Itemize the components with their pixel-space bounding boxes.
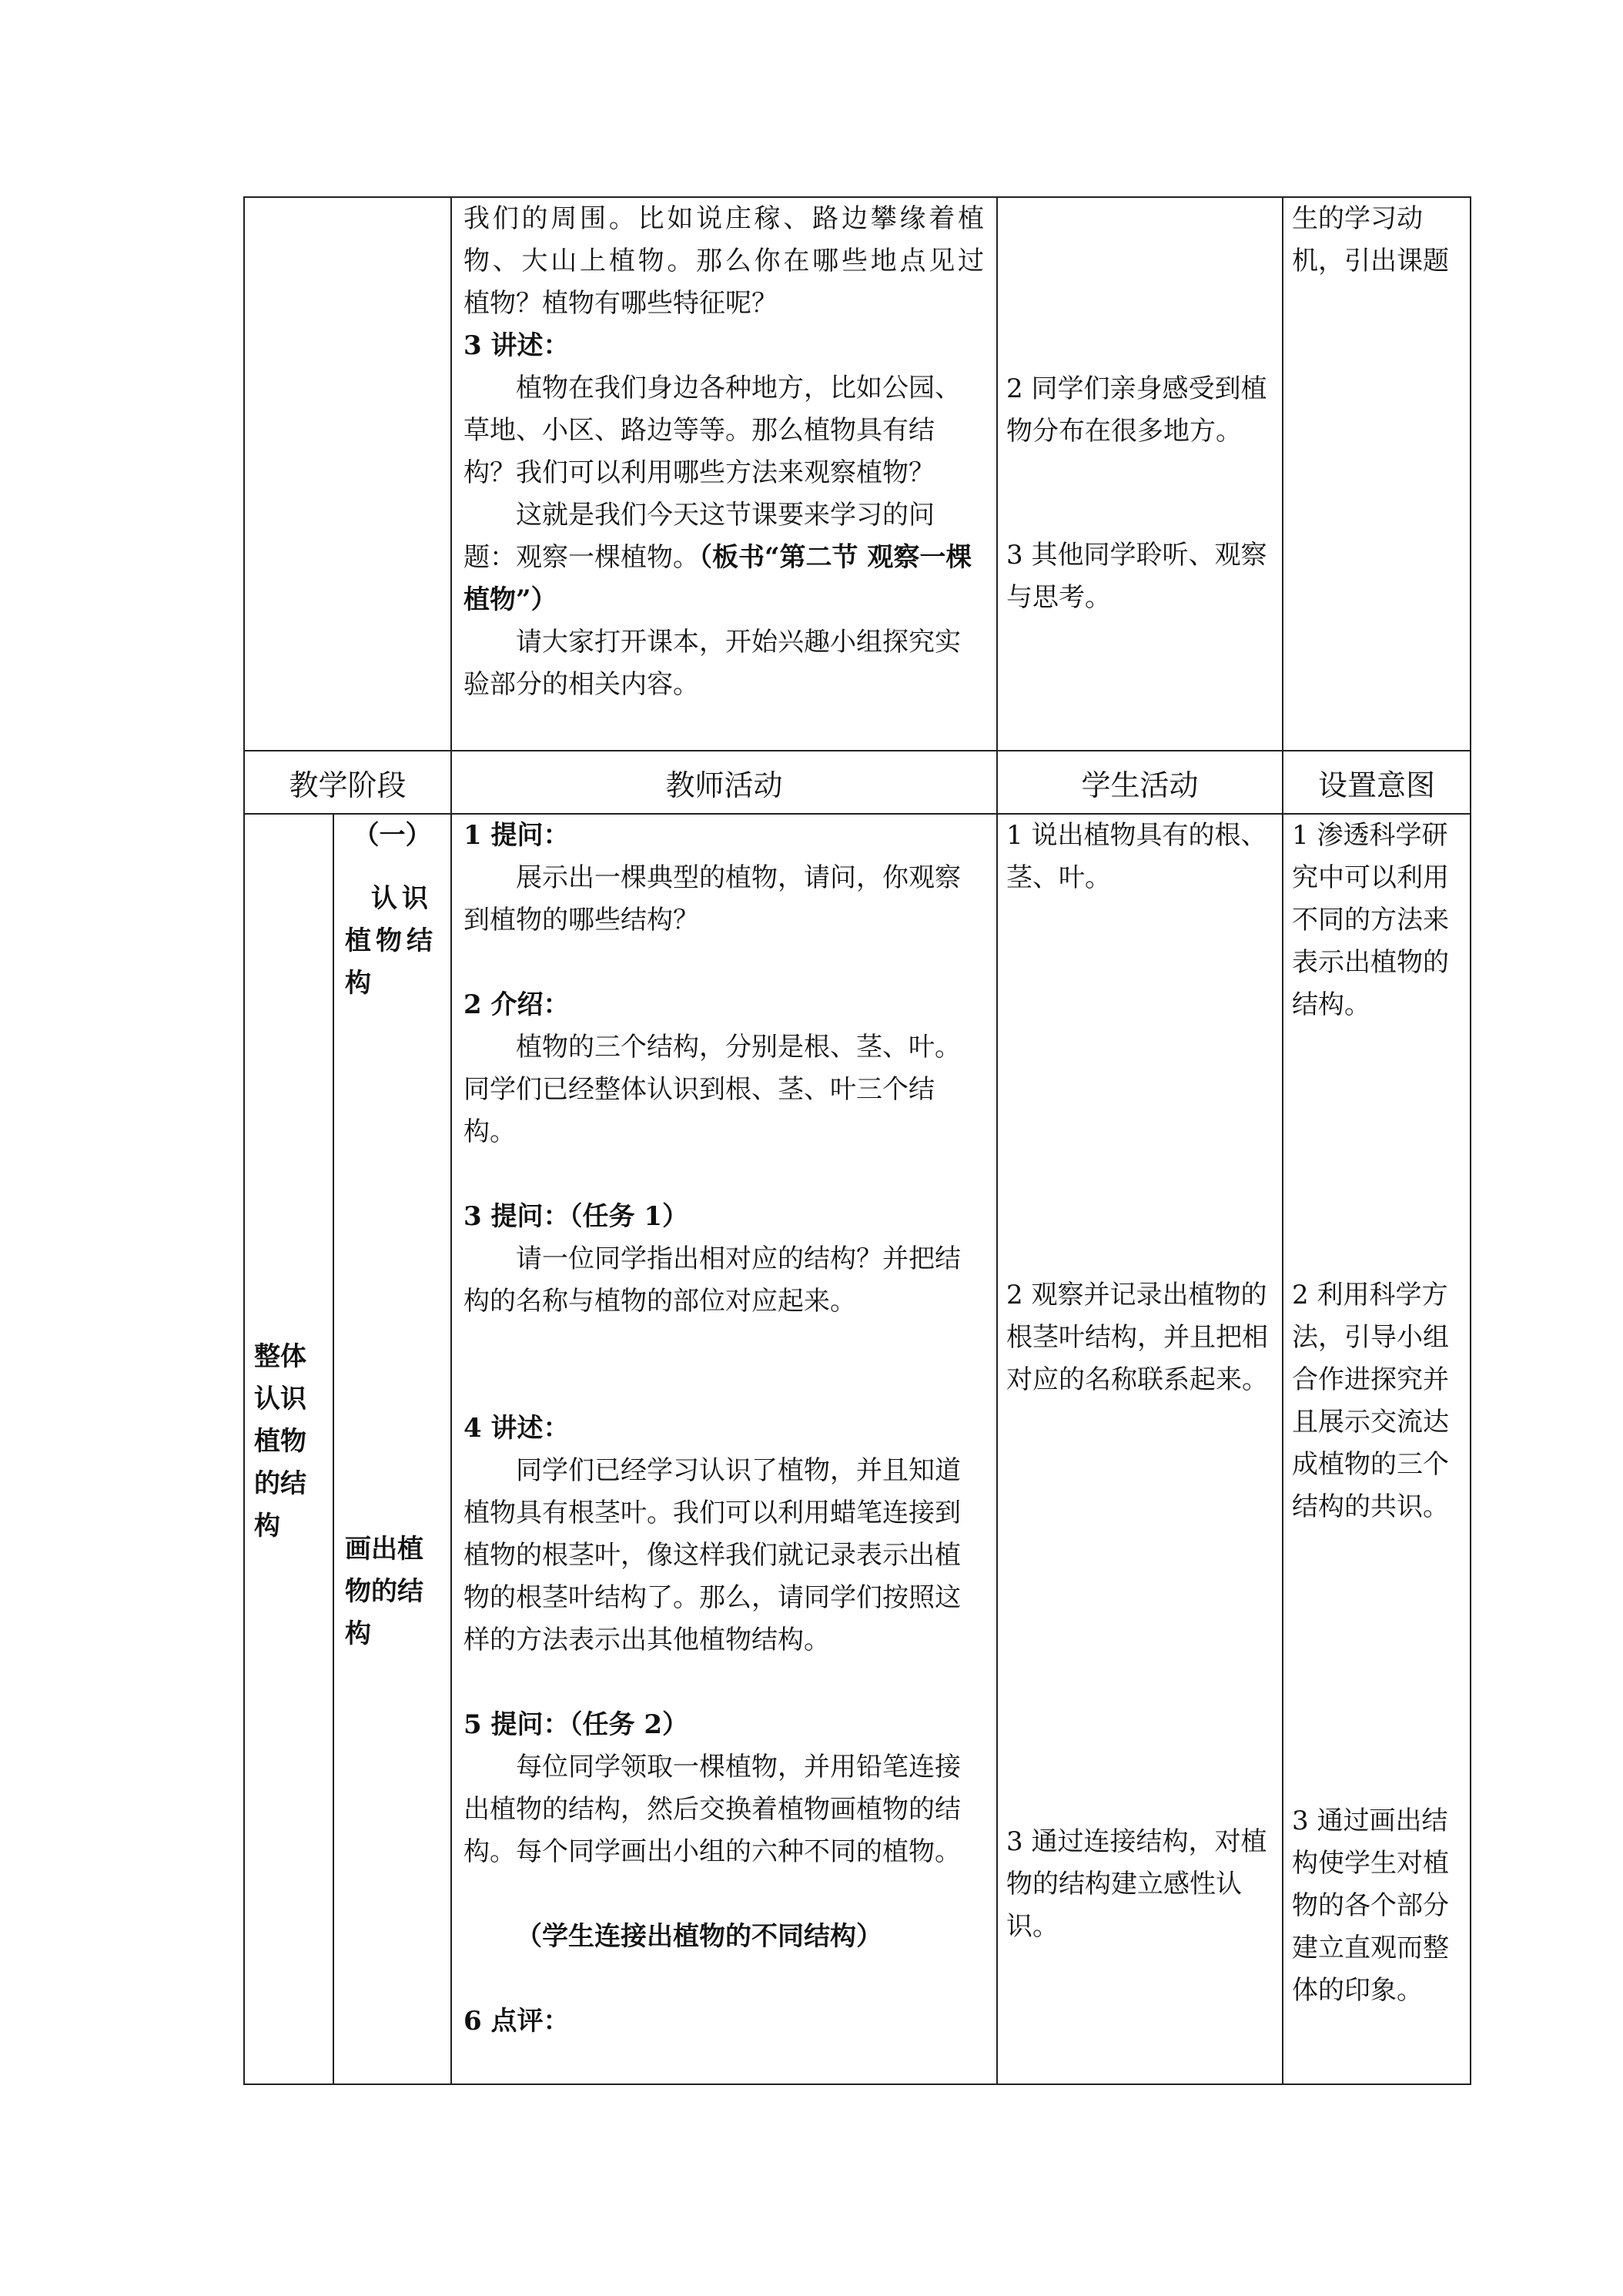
teacher-s6-title: 6 点评：	[463, 2006, 570, 2037]
intent-i2: 2 利用科学方法，引导小组合作进探究并且展示交流达成植物的三个结构的共识。	[1292, 1280, 1449, 1522]
teacher-activity-cell	[463, 815, 984, 2043]
student-a1: 1 说出植物具有的根、茎、叶。	[1006, 820, 1267, 893]
teacher-step3-paragraph-1: 植物在我们身边各种地方，比如公园、草地、小区、路边等等。那么植物具有结构？我们可以利用哪些方法来观察植物？	[463, 373, 961, 488]
teacher-step3-paragraph-2	[463, 494, 984, 621]
top-student-activity-3: 3 其他同学聆听、观察与思考。	[1006, 540, 1267, 613]
header-teacher-activity: 教师活动	[665, 768, 783, 802]
student-activity-2	[1006, 1274, 1272, 1401]
top-student-cell-2	[1006, 368, 1272, 453]
teacher-s3-text: 请一位同学指出相对应的结构？并把结构的名称与植物的部位对应起来。	[463, 1243, 961, 1317]
student-a2: 2 观察并记录出植物的根茎叶结构，并且把相对应的名称联系起来。	[1006, 1280, 1268, 1395]
teacher-s1-title: 1 提问：	[463, 820, 570, 851]
table-right-border	[1470, 196, 1471, 2085]
table-bottom-border	[243, 2083, 1471, 2085]
teacher-student-divider	[996, 196, 998, 2085]
student-activity-1	[1006, 815, 1272, 899]
teacher-s4-title: 4 讲述：	[463, 1413, 570, 1444]
stage-sub-divider	[333, 813, 334, 2085]
intent-i3: 3 通过画出结构使学生对植物的各个部分建立直观而整体的印象。	[1292, 1806, 1449, 2006]
top-teacher-line-2: 物、大山上植物。那么你在哪些地点见过	[463, 246, 984, 276]
top-intent-text: 生的学习动机，引出课题	[1292, 203, 1449, 276]
top-student-cell-3	[1006, 534, 1272, 619]
teacher-s2-text: 植物的三个结构，分别是根、茎、叶。同学们已经整体认识到根、茎、叶三个结构。	[463, 1032, 961, 1147]
table-left-border	[243, 196, 245, 2085]
stage-main-name: 整体认识植物的结构	[254, 1341, 306, 1541]
teacher-s4-text: 同学们已经学习认识了植物，并且知道植物具有根茎叶。我们可以利用蜡笔连接到植物的根茎叶，像这样我们就记录表示出植物的根茎叶结构了。那么，请同学们按照这样的方法表示出其他植物结构。	[463, 1455, 961, 1655]
teacher-step3-p2-normal: 这就是我们今天这节课要来学习的问题：观察一棵植物。	[463, 500, 935, 573]
teacher-s5-note: （学生连接出植物的不同结构）	[516, 1921, 882, 1952]
teacher-s3-title: 3 提问：（任务 1）	[463, 1201, 688, 1232]
sub-stage-1-number: （一）	[353, 820, 432, 851]
intent-i1: 1 渗透科学研究中可以利用不同的方法来表示出植物的结构。	[1292, 820, 1449, 1020]
header-stage: 教学阶段	[289, 768, 407, 802]
top-intent-cell	[1292, 198, 1460, 283]
teacher-step3-title: 3 讲述：	[463, 330, 570, 361]
intent-cell-1	[1292, 815, 1460, 1026]
sub-stage-2-name: 画出植物的结构	[345, 1534, 423, 1649]
teacher-s2-title: 2 介绍：	[463, 989, 570, 1020]
stage-teacher-divider	[450, 196, 452, 2085]
teacher-step3-paragraph-3: 请大家打开课本，开始兴趣小组探究实验部分的相关内容。	[463, 627, 961, 700]
sub-stage-1-name: 认识植物结构	[345, 883, 437, 999]
student-a3: 3 通过连接结构，对植物的结构建立感性认识。	[1006, 1826, 1267, 1942]
top-student-activity-2: 2 同学们亲身感受到植物分布在很多地方。	[1006, 373, 1267, 447]
header-student-activity: 学生活动	[1081, 768, 1199, 802]
student-activity-3	[1006, 1821, 1272, 1948]
intent-cell-3	[1292, 1800, 1460, 2012]
teacher-s1-text: 展示出一棵典型的植物，请问，你观察到植物的哪些结构？	[463, 862, 961, 935]
top-teacher-cell	[463, 198, 984, 706]
teacher-s5-text: 每位同学领取一棵植物，并用铅笔连接出植物的结构，然后交换着植物画植物的结构。每个同学画出小组的六种不同的植物。	[463, 1752, 961, 1867]
blackboard-title-note: （板书“第二节 观察一棵植物”）	[463, 542, 972, 615]
student-intent-divider	[1282, 196, 1283, 2085]
teacher-s5-title: 5 提问：（任务 2）	[463, 1709, 688, 1740]
header-design-intent: 设置意图	[1317, 768, 1435, 802]
top-teacher-line-3: 植物？植物有哪些特征呢？	[463, 288, 778, 319]
intent-cell-2	[1292, 1274, 1460, 1528]
top-teacher-line-1: 我们的周围。比如说庄稼、路边攀缘着植	[463, 203, 984, 234]
